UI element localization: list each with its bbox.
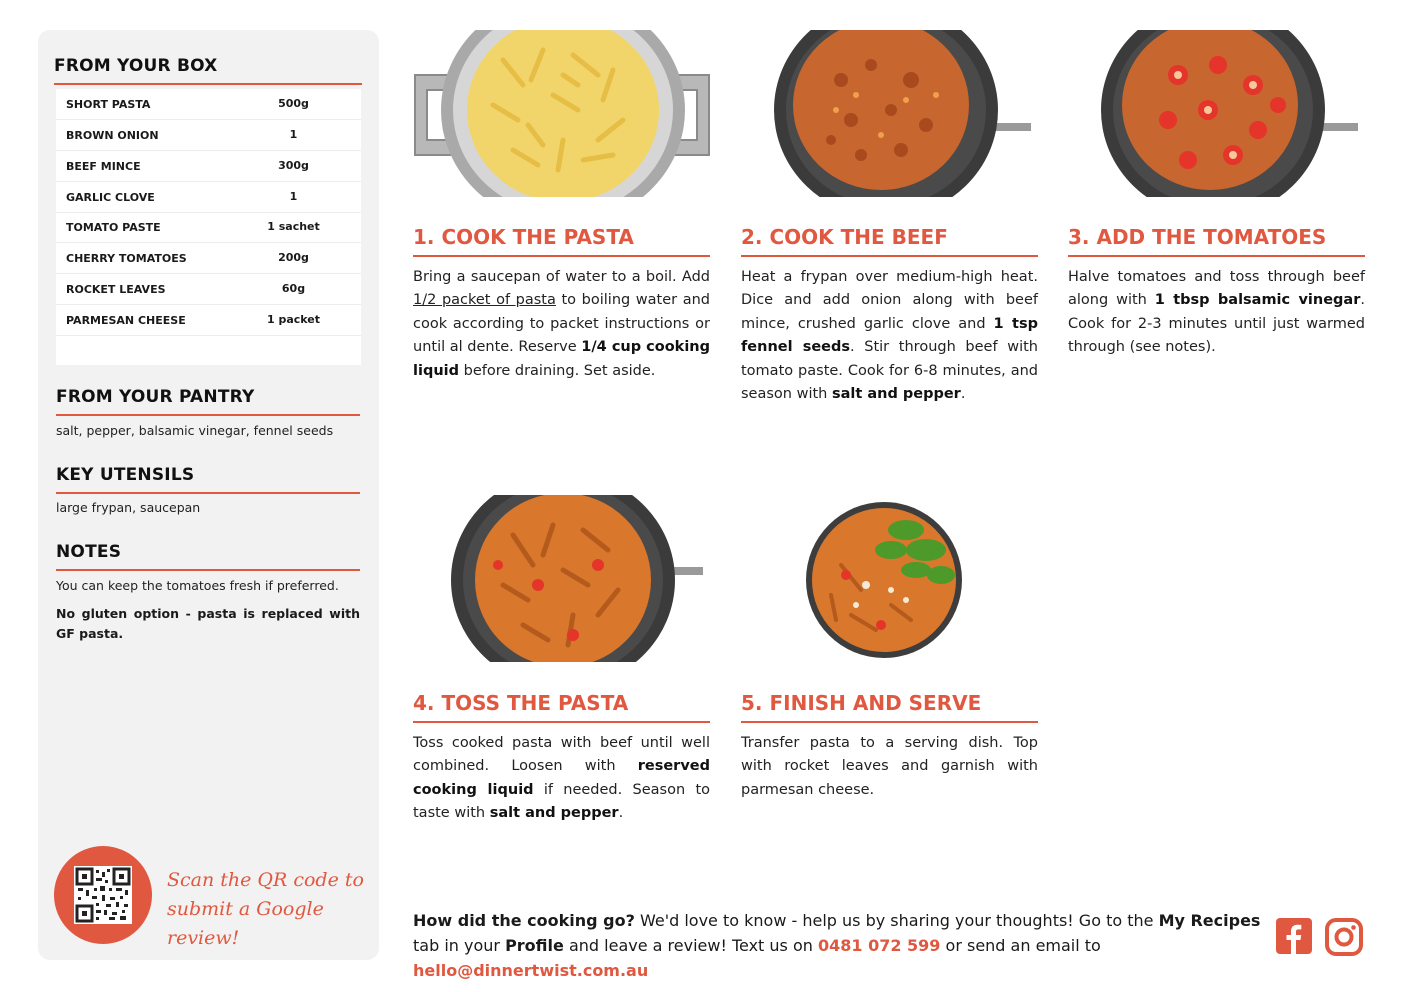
step-text-bold: salt and pepper	[831, 386, 961, 403]
step-1-text	[413, 266, 710, 383]
step-text-segment: Toss cooked pasta with beef until well combined. Loosen with	[413, 735, 710, 775]
step-4-title: 4. TOSS THE PASTA	[413, 691, 710, 723]
step-text-segment: before draining. Set aside.	[459, 362, 656, 379]
step-text-underline: 1/2 packet of pasta	[413, 292, 556, 309]
email-link[interactable]: hello@dinnertwist.com.au	[413, 961, 649, 980]
step-2-title: 2. COOK THE BEEF	[741, 225, 1038, 257]
step-2-text	[741, 266, 1038, 406]
step-text-segment: .	[960, 386, 966, 403]
step-5-text	[741, 732, 1038, 802]
step-text-segment: if needed. Season to taste with	[413, 781, 710, 822]
phone-link[interactable]: 0481 072 599	[817, 936, 941, 955]
ingredient-row	[56, 89, 361, 120]
step-1-title: 1. COOK THE PASTA	[413, 225, 710, 257]
facebook-icon[interactable]	[1276, 918, 1312, 958]
ingredient-qty: 500g	[278, 97, 309, 110]
feedback-footer	[413, 908, 1263, 983]
footer-text: We'd love to know - help us by sharing your thoughts! Go to the	[634, 911, 1159, 930]
photo-cook-beef	[741, 30, 1039, 197]
footer-bold: My Recipes	[1158, 911, 1261, 930]
step-text-segment: Transfer pasta to a serving dish. Top with rocket leaves and garnish with parmesan cheese.	[741, 735, 1038, 798]
ingredient-name: CHERRY TOMATOES	[66, 252, 187, 265]
step-text-segment: Heat a frypan over medium-high heat. Dice and add onion along with beef mince, crushed garlic clove and	[741, 269, 1038, 332]
ingredient-name: BROWN ONION	[66, 129, 159, 142]
ingredients-table	[56, 89, 361, 365]
ingredient-qty: 200g	[278, 251, 309, 264]
step-text-segment: to boiling water and cook according to packet instructions or until al dente. Reserve	[413, 292, 711, 356]
utensils-heading: KEY UTENSILS	[56, 465, 360, 494]
footer-text: tab in your	[413, 936, 506, 955]
ingredient-name: BEEF MINCE	[66, 160, 141, 173]
ingredient-name: SHORT PASTA	[66, 98, 151, 111]
step-text-segment: .	[618, 805, 624, 822]
photo-add-tomatoes	[1068, 30, 1366, 197]
footer-text: and leave a review! Text us on	[563, 936, 818, 955]
photo-cook-pasta	[413, 30, 711, 197]
ingredient-qty: 1 sachet	[267, 220, 320, 233]
utensils-text: large frypan, saucepan	[56, 500, 201, 515]
from-your-box-heading: FROM YOUR BOX	[54, 56, 362, 85]
step-5-title: 5. FINISH AND SERVE	[741, 691, 1038, 723]
ingredient-qty: 300g	[278, 159, 309, 172]
step-text-segment: Bring a saucepan of water to a boil. Add	[413, 269, 710, 285]
ingredient-row	[56, 305, 361, 336]
step-text-segment: Halve tomatoes and toss through beef along with	[1068, 269, 1365, 309]
ingredient-row	[56, 212, 361, 243]
ingredient-row	[56, 182, 361, 213]
notes-gluten-option: No gluten option - pasta is replaced with GF pasta.	[56, 606, 360, 641]
notes-text: You can keep the tomatoes fresh if preferred.	[56, 578, 339, 593]
ingredient-row	[56, 120, 361, 151]
step-text-bold: salt and pepper	[489, 805, 619, 822]
footer-bold: Profile	[505, 936, 564, 955]
ingredient-qty: 1 packet	[266, 313, 321, 326]
step-3-title: 3. ADD THE TOMATOES	[1068, 225, 1365, 257]
instagram-icon[interactable]	[1325, 918, 1363, 960]
ingredient-name: PARMESAN CHEESE	[66, 314, 186, 327]
ingredient-name: TOMATO PASTE	[66, 221, 161, 234]
notes-heading: NOTES	[56, 542, 360, 571]
qr-text-line2: submit a Google review!	[167, 898, 324, 949]
pantry-heading: FROM YOUR PANTRY	[56, 387, 360, 416]
ingredient-row	[56, 274, 361, 305]
qr-badge[interactable]	[54, 846, 152, 944]
photo-toss-pasta	[413, 495, 711, 662]
ingredient-name: GARLIC CLOVE	[66, 191, 155, 204]
ingredient-qty: 1	[289, 128, 298, 141]
step-text-bold: 1 tbsp balsamic vinegar	[1154, 292, 1361, 309]
step-text-segment: . Stir through beef with tomato paste. Cook for 6-8 minutes, and season with	[741, 339, 1038, 403]
qr-text-line1: Scan the QR code to	[167, 869, 364, 891]
step-4-text	[413, 732, 710, 826]
ingredient-name: ROCKET LEAVES	[66, 283, 166, 296]
qr-review-text	[167, 866, 367, 953]
step-text-bold: 1/4 cup cooking liquid	[413, 339, 710, 379]
qr-code-icon[interactable]	[74, 866, 132, 924]
pantry-text: salt, pepper, balsamic vinegar, fennel seeds	[56, 423, 334, 438]
step-3-text	[1068, 266, 1365, 360]
step-text-bold: reserved cooking liquid	[413, 758, 710, 798]
ingredient-row	[56, 243, 361, 274]
footer-bold: How did the cooking go?	[413, 911, 635, 930]
footer-text: or send an email to	[940, 936, 1101, 955]
step-text-bold: 1 tsp fennel seeds	[741, 315, 1038, 356]
ingredient-qty: 60g	[281, 282, 306, 295]
photo-finish-serve	[741, 495, 1039, 662]
ingredient-qty: 1	[289, 190, 298, 203]
step-text-segment: . Cook for 2-3 minutes until just warmed through (see notes).	[1068, 292, 1365, 356]
ingredient-row	[56, 151, 361, 182]
